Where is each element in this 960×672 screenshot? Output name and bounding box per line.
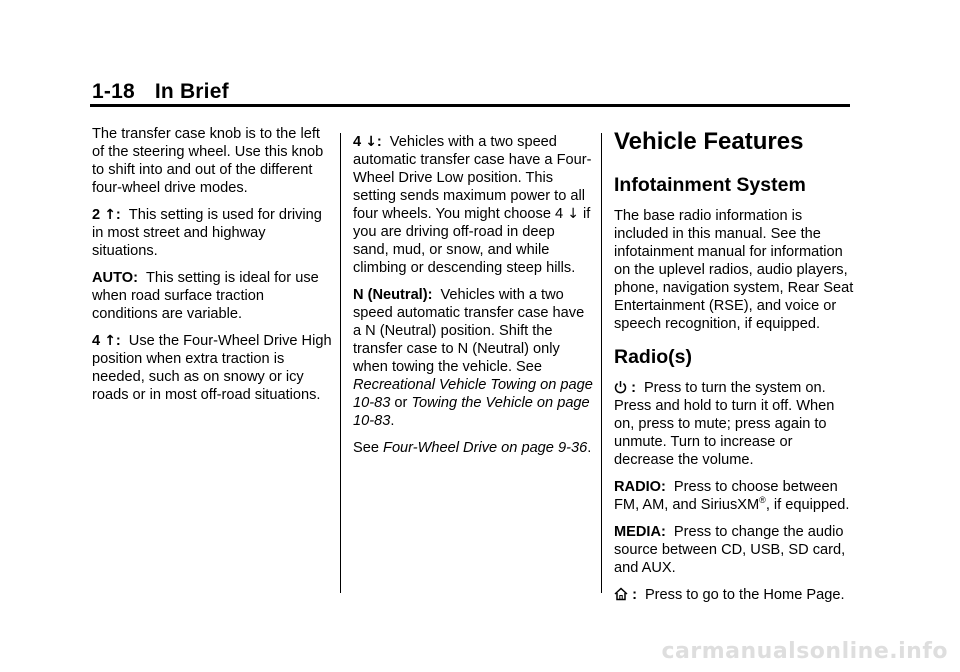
- heading-radios: Radio(s): [614, 346, 692, 368]
- label-media: MEDIA:: [614, 524, 666, 540]
- label-auto: AUTO:: [92, 270, 138, 286]
- paragraph-auto: [92, 269, 332, 323]
- watermark: carmanualsonline.info: [661, 639, 948, 664]
- column-1: [92, 125, 332, 413]
- reference-rv-towing[interactable]: Recreational Vehicle Towing on page 10-83: [353, 377, 593, 411]
- paragraph-media: [614, 523, 854, 577]
- page-header: [92, 80, 229, 104]
- reference-towing-vehicle[interactable]: Towing the Vehicle on page 10-83: [353, 395, 590, 429]
- label-2h: 2 ↑:: [92, 207, 121, 223]
- label-neutral: N (Neutral):: [353, 287, 433, 303]
- label-radio: RADIO:: [614, 479, 666, 495]
- text-2h: This setting is used for driving in most street and highway situations.: [92, 207, 322, 259]
- paragraph-radio: RADIO: Press to choose between FM, AM, and SiriusXM®, if equipped.: [614, 479, 850, 513]
- text-4h: Use the Four-Wheel Drive High position when extra traction is needed, such as on snowy or icy roads or in most off-road situations.: [92, 333, 332, 403]
- column-3: [614, 128, 854, 613]
- label-4l: 4 ↓:: [353, 134, 382, 150]
- paragraph-4l: [353, 133, 593, 277]
- column-divider-2: [601, 133, 602, 593]
- section-title: In Brief: [154, 80, 229, 103]
- column-divider-1: [340, 133, 341, 593]
- up-arrow-icon: ↑: [104, 333, 116, 349]
- power-icon: [614, 380, 627, 394]
- text-home: Press to go to the Home Page.: [644, 587, 845, 603]
- paragraph-4h: [92, 332, 332, 404]
- intro-paragraph: The transfer case knob is to the left of the steering wheel. Use this knob to shift into and out of the different four-wheel drive modes.: [92, 126, 324, 196]
- label-home: :: [614, 587, 637, 603]
- down-arrow-icon: ↓: [567, 206, 579, 222]
- column-2: [353, 133, 593, 466]
- text-power: Press to turn the system on. Press and hold to turn it off. When on, press to mute; press again to unmute. Turn to increase or decrease the volume.: [614, 380, 835, 468]
- text-auto: This setting is ideal for use when road surface traction conditions are variable.: [92, 270, 319, 322]
- paragraph-infotainment: The base radio information is included in this manual. See the infotainment manual for information on the uplevel radios, audio players, phone, navigation system, Rear Seat Entertainment (RSE), and voice or speech recognition, if equipped.: [614, 208, 854, 332]
- label-power: :: [614, 380, 636, 396]
- down-arrow-icon: ↓: [365, 134, 377, 150]
- paragraph-see: See Four-Wheel Drive on page 9-36.: [353, 440, 592, 456]
- text-media: Press to change the audio source between CD, USB, SD card, and AUX.: [614, 524, 846, 576]
- text-4l-a: Vehicles with a two speed automatic transfer case have a Four-Wheel Drive Low position. This setting sends maximum power to all four wheels. You might choose 4: [353, 134, 592, 222]
- paragraph-home: [614, 586, 854, 604]
- text-4l-b: if you are driving off-road in deep sand, mud, or snow, and while climbing or descending steep hills.: [353, 206, 591, 276]
- home-icon: [614, 587, 628, 601]
- paragraph-power: [614, 379, 854, 469]
- reference-four-wheel-drive[interactable]: Four-Wheel Drive on page 9-36: [383, 440, 588, 456]
- page-number: 1-18: [92, 80, 135, 103]
- label-4h: 4 ↑:: [92, 333, 121, 349]
- text-radio: Press to choose between FM, AM, and SiriusXM: [614, 479, 838, 513]
- paragraph-neutral: N (Neutral): Vehicles with a two speed automatic transfer case have a N (Neutral) position. Shift the transfer case to N (Neutral) only when towing the vehicle. See Recreational Vehicle Towing on page 10-83 or Towing the Vehicle on page 10-83.: [353, 287, 593, 429]
- header-rule: [90, 104, 850, 107]
- up-arrow-icon: ↑: [104, 207, 116, 223]
- registered-mark: ®: [759, 495, 766, 506]
- text-neutral: Vehicles with a two speed automatic transfer case have a N (Neutral) position. Shift the transfer case to N (Neutral) only when towing the vehicle. See: [353, 287, 585, 375]
- heading-vehicle-features: Vehicle Features: [614, 128, 804, 155]
- heading-infotainment-system: Infotainment System: [614, 174, 806, 196]
- paragraph-2h: [92, 206, 332, 260]
